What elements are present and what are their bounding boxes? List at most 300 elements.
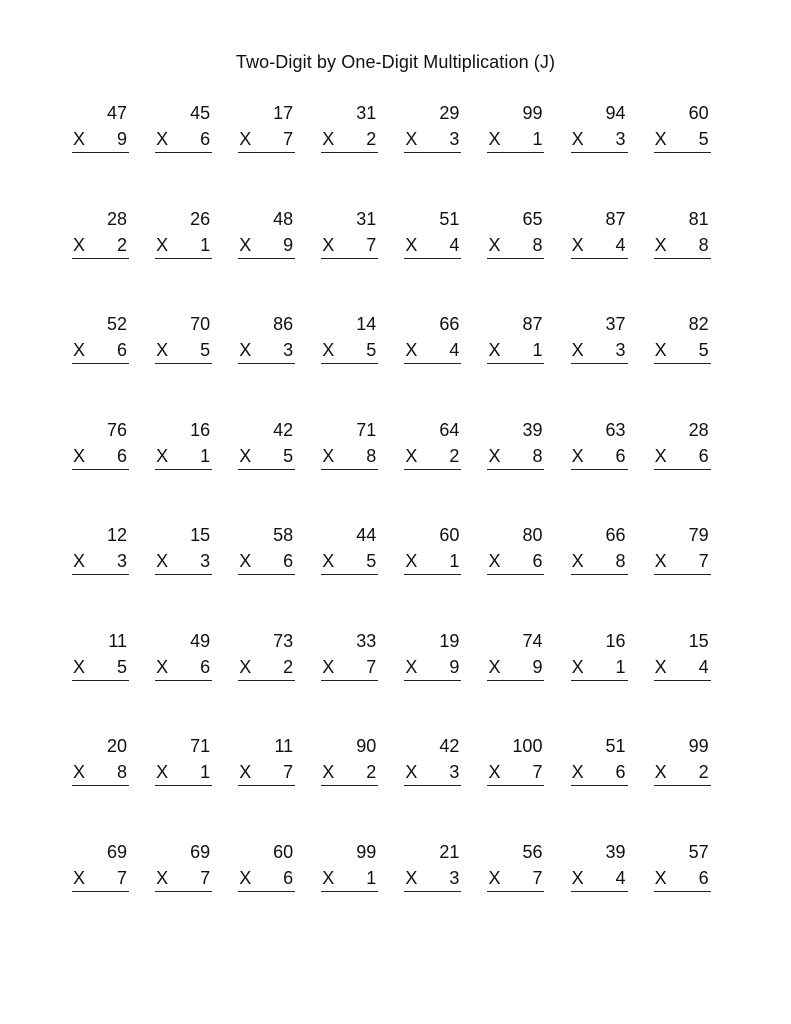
multiply-sign: X xyxy=(654,867,667,888)
multiply-sign: X xyxy=(654,445,667,466)
multiplier: 3 xyxy=(615,129,626,149)
multiply-sign: X xyxy=(488,867,501,888)
multiplier: 7 xyxy=(283,762,294,782)
multiplier: 3 xyxy=(200,551,211,571)
multiplier: 5 xyxy=(200,340,211,360)
multiplication-problem xyxy=(70,522,129,628)
multiplication-problem xyxy=(153,522,212,628)
answer-line xyxy=(487,785,544,786)
problem-row xyxy=(70,206,730,312)
multiply-sign: X xyxy=(322,234,335,255)
multiplicand: 42 xyxy=(439,736,460,756)
multiplier: 1 xyxy=(532,129,543,149)
multiplicand: 65 xyxy=(522,208,543,229)
multiplier: 6 xyxy=(698,445,709,466)
multiplicand: 87 xyxy=(605,208,626,229)
answer-line xyxy=(155,574,212,575)
multiplicand: 76 xyxy=(106,419,127,440)
multiplication-problem xyxy=(569,417,628,523)
multiply-sign: X xyxy=(405,656,418,677)
multiply-sign: X xyxy=(156,445,169,466)
answer-line xyxy=(571,785,628,786)
multiply-sign: X xyxy=(488,234,501,255)
answer-line xyxy=(404,891,461,892)
multiplicand: 33 xyxy=(356,630,377,651)
answer-line xyxy=(72,680,129,681)
multiply-sign: X xyxy=(322,445,335,466)
answer-line xyxy=(321,785,378,786)
multiplicand: 52 xyxy=(106,314,127,334)
answer-line xyxy=(238,469,295,470)
multiplier: 3 xyxy=(615,340,626,360)
multiplication-problem xyxy=(70,311,129,417)
multiplication-problem xyxy=(402,417,461,523)
multiplier: 6 xyxy=(615,445,626,466)
multiply-sign: X xyxy=(654,551,667,571)
multiply-sign: X xyxy=(405,551,418,571)
multiply-sign: X xyxy=(571,867,584,888)
multiplication-problem xyxy=(319,311,378,417)
multiply-sign: X xyxy=(571,762,584,782)
answer-line xyxy=(238,574,295,575)
answer-line xyxy=(321,574,378,575)
multiplicand: 66 xyxy=(605,525,626,545)
multiplication-problem xyxy=(652,522,711,628)
multiply-sign: X xyxy=(571,551,584,571)
multiplication-problem xyxy=(319,522,378,628)
multiplicand: 56 xyxy=(522,841,543,862)
answer-line xyxy=(571,363,628,364)
answer-line xyxy=(654,152,711,153)
problem-grid xyxy=(70,100,730,944)
multiplication-problem xyxy=(485,311,544,417)
multiplication-problem xyxy=(569,311,628,417)
multiply-sign: X xyxy=(239,340,252,360)
multiply-sign: X xyxy=(405,867,418,888)
multiply-sign: X xyxy=(571,656,584,677)
multiply-sign: X xyxy=(156,762,169,782)
multiplicand: 60 xyxy=(688,103,709,123)
multiplier: 7 xyxy=(532,867,543,888)
answer-line xyxy=(238,258,295,259)
multiplier: 3 xyxy=(449,762,460,782)
multiply-sign: X xyxy=(156,656,169,677)
answer-line xyxy=(238,363,295,364)
multiplier: 7 xyxy=(116,867,127,888)
multiplier: 6 xyxy=(615,762,626,782)
multiply-sign: X xyxy=(156,340,169,360)
answer-line xyxy=(72,152,129,153)
answer-line xyxy=(72,258,129,259)
multiplicand: 86 xyxy=(273,314,294,334)
multiplicand: 71 xyxy=(356,419,377,440)
multiplicand: 39 xyxy=(605,841,626,862)
multiplication-problem xyxy=(319,100,378,206)
multiply-sign: X xyxy=(322,129,335,149)
answer-line xyxy=(238,891,295,892)
multiplier: 6 xyxy=(283,867,294,888)
answer-line xyxy=(72,574,129,575)
answer-line xyxy=(72,363,129,364)
answer-line xyxy=(571,258,628,259)
multiplication-problem xyxy=(236,417,295,523)
multiply-sign: X xyxy=(488,656,501,677)
multiplicand: 79 xyxy=(688,525,709,545)
multiplicand: 37 xyxy=(605,314,626,334)
multiplicand: 31 xyxy=(356,208,377,229)
multiplication-problem xyxy=(153,206,212,312)
multiplier: 1 xyxy=(532,340,543,360)
answer-line xyxy=(487,891,544,892)
multiplicand: 99 xyxy=(688,736,709,756)
multiplication-problem xyxy=(70,628,129,734)
answer-line xyxy=(487,363,544,364)
problem-row xyxy=(70,417,730,523)
problem-row xyxy=(70,100,730,206)
multiply-sign: X xyxy=(405,129,418,149)
multiplier: 2 xyxy=(698,762,709,782)
multiplicand: 19 xyxy=(439,630,460,651)
multiplier: 7 xyxy=(366,234,377,255)
multiplier: 1 xyxy=(200,762,211,782)
multiply-sign: X xyxy=(156,129,169,149)
answer-line xyxy=(155,891,212,892)
multiplication-problem xyxy=(402,628,461,734)
multiplication-problem xyxy=(153,733,212,839)
answer-line xyxy=(654,363,711,364)
multiply-sign: X xyxy=(239,762,252,782)
multiplier: 8 xyxy=(532,234,543,255)
multiplication-problem xyxy=(569,100,628,206)
multiplication-problem xyxy=(236,206,295,312)
answer-line xyxy=(571,469,628,470)
multiplicand: 57 xyxy=(688,841,709,862)
multiply-sign: X xyxy=(654,340,667,360)
answer-line xyxy=(571,891,628,892)
multiplication-problem xyxy=(402,311,461,417)
multiplier: 5 xyxy=(698,129,709,149)
answer-line xyxy=(72,785,129,786)
multiplier: 2 xyxy=(283,656,294,677)
multiplication-problem xyxy=(485,522,544,628)
multiply-sign: X xyxy=(73,867,86,888)
multiply-sign: X xyxy=(239,867,252,888)
multiplicand: 48 xyxy=(273,208,294,229)
multiplication-problem xyxy=(402,522,461,628)
multiplication-problem xyxy=(236,628,295,734)
multiply-sign: X xyxy=(488,445,501,466)
multiplier: 8 xyxy=(532,445,543,466)
multiplier: 6 xyxy=(698,867,709,888)
multiplier: 8 xyxy=(366,445,377,466)
multiplicand: 51 xyxy=(439,208,460,229)
multiplier: 1 xyxy=(200,234,211,255)
multiplicand: 45 xyxy=(190,103,211,123)
multiplication-problem xyxy=(236,733,295,839)
multiplication-problem xyxy=(485,628,544,734)
multiplier: 2 xyxy=(366,129,377,149)
multiplication-problem xyxy=(319,206,378,312)
multiplication-problem xyxy=(569,839,628,945)
multiplicand: 14 xyxy=(356,314,377,334)
multiplier: 5 xyxy=(283,445,294,466)
multiply-sign: X xyxy=(322,551,335,571)
multiply-sign: X xyxy=(571,129,584,149)
multiplication-problem xyxy=(70,100,129,206)
answer-line xyxy=(487,680,544,681)
multiplication-problem xyxy=(652,733,711,839)
multiplication-problem xyxy=(153,311,212,417)
multiply-sign: X xyxy=(73,340,86,360)
multiplicand: 81 xyxy=(688,208,709,229)
multiply-sign: X xyxy=(488,129,501,149)
multiply-sign: X xyxy=(488,762,501,782)
multiplicand: 66 xyxy=(439,314,460,334)
multiplicand: 80 xyxy=(522,525,543,545)
multiplicand: 74 xyxy=(522,630,543,651)
multiplier: 8 xyxy=(116,762,127,782)
answer-line xyxy=(487,469,544,470)
multiplication-problem xyxy=(70,417,129,523)
multiplicand: 99 xyxy=(356,841,377,862)
answer-line xyxy=(404,680,461,681)
multiplicand: 47 xyxy=(106,103,127,123)
multiplication-problem xyxy=(319,417,378,523)
multiplier: 7 xyxy=(698,551,709,571)
multiplier: 7 xyxy=(532,762,543,782)
multiplication-problem xyxy=(402,733,461,839)
answer-line xyxy=(571,152,628,153)
multiply-sign: X xyxy=(156,551,169,571)
multiply-sign: X xyxy=(239,445,252,466)
multiply-sign: X xyxy=(654,129,667,149)
multiply-sign: X xyxy=(239,551,252,571)
multiplication-problem xyxy=(569,733,628,839)
multiply-sign: X xyxy=(73,234,86,255)
multiplicand: 70 xyxy=(190,314,211,334)
answer-line xyxy=(404,785,461,786)
multiply-sign: X xyxy=(73,656,86,677)
answer-line xyxy=(654,785,711,786)
multiplication-problem xyxy=(153,100,212,206)
multiplier: 5 xyxy=(366,551,377,571)
multiply-sign: X xyxy=(654,656,667,677)
answer-line xyxy=(321,258,378,259)
multiplier: 4 xyxy=(615,867,626,888)
multiplier: 7 xyxy=(200,867,211,888)
multiplication-problem xyxy=(236,311,295,417)
multiplier: 3 xyxy=(116,551,127,571)
multiplication-problem xyxy=(402,206,461,312)
multiply-sign: X xyxy=(322,656,335,677)
multiplication-problem xyxy=(319,628,378,734)
multiply-sign: X xyxy=(488,551,501,571)
multiplier: 2 xyxy=(449,445,460,466)
multiply-sign: X xyxy=(571,340,584,360)
answer-line xyxy=(487,574,544,575)
multiplier: 6 xyxy=(116,445,127,466)
multiplication-problem xyxy=(70,839,129,945)
multiplicand: 42 xyxy=(273,419,294,440)
multiplicand: 11 xyxy=(108,630,127,651)
answer-line xyxy=(654,891,711,892)
answer-line xyxy=(321,891,378,892)
multiply-sign: X xyxy=(239,234,252,255)
multiplier: 3 xyxy=(283,340,294,360)
multiplication-problem xyxy=(153,417,212,523)
multiply-sign: X xyxy=(654,762,667,782)
answer-line xyxy=(321,152,378,153)
multiply-sign: X xyxy=(73,129,86,149)
multiplier: 8 xyxy=(698,234,709,255)
multiply-sign: X xyxy=(405,340,418,360)
multiplicand: 15 xyxy=(190,525,211,545)
multiplier: 9 xyxy=(449,656,460,677)
multiplication-problem xyxy=(652,100,711,206)
multiplication-problem xyxy=(485,417,544,523)
multiplier: 4 xyxy=(449,340,460,360)
multiply-sign: X xyxy=(73,551,86,571)
problem-row xyxy=(70,733,730,839)
multiplicand: 15 xyxy=(688,630,709,651)
multiply-sign: X xyxy=(156,867,169,888)
multiplicand: 16 xyxy=(190,419,211,440)
multiplication-problem xyxy=(319,733,378,839)
multiply-sign: X xyxy=(488,340,501,360)
multiplicand: 69 xyxy=(106,841,127,862)
multiplicand: 44 xyxy=(356,525,377,545)
multiplication-problem xyxy=(485,733,544,839)
answer-line xyxy=(238,152,295,153)
multiplicand: 64 xyxy=(439,419,460,440)
multiplier: 2 xyxy=(116,234,127,255)
answer-line xyxy=(487,152,544,153)
multiplication-problem xyxy=(70,206,129,312)
multiplicand: 31 xyxy=(356,103,377,123)
multiplicand: 26 xyxy=(190,208,211,229)
multiplication-problem xyxy=(236,100,295,206)
multiply-sign: X xyxy=(322,867,335,888)
multiplicand: 58 xyxy=(273,525,294,545)
multiplicand: 12 xyxy=(106,525,127,545)
multiplier: 8 xyxy=(615,551,626,571)
answer-line xyxy=(571,680,628,681)
multiply-sign: X xyxy=(405,762,418,782)
multiplication-problem xyxy=(652,311,711,417)
multiplicand: 51 xyxy=(605,736,626,756)
multiplicand: 39 xyxy=(522,419,543,440)
multiplication-problem xyxy=(569,522,628,628)
multiplicand: 20 xyxy=(106,736,127,756)
multiplier: 6 xyxy=(200,129,211,149)
multiply-sign: X xyxy=(654,234,667,255)
answer-line xyxy=(238,680,295,681)
answer-line xyxy=(321,469,378,470)
answer-line xyxy=(404,469,461,470)
answer-line xyxy=(155,469,212,470)
answer-line xyxy=(321,680,378,681)
problem-row xyxy=(70,839,730,945)
problem-row xyxy=(70,522,730,628)
answer-line xyxy=(155,680,212,681)
multiplication-problem xyxy=(652,206,711,312)
multiplicand: 16 xyxy=(605,630,626,651)
multiplication-problem xyxy=(569,628,628,734)
answer-line xyxy=(654,469,711,470)
multiplicand: 71 xyxy=(190,736,211,756)
multiplication-problem xyxy=(402,839,461,945)
multiplicand: 94 xyxy=(605,103,626,123)
answer-line xyxy=(155,152,212,153)
multiply-sign: X xyxy=(322,762,335,782)
answer-line xyxy=(321,363,378,364)
multiplicand: 17 xyxy=(273,103,294,123)
multiplicand: 69 xyxy=(190,841,211,862)
multiplication-problem xyxy=(652,628,711,734)
multiplier: 9 xyxy=(532,656,543,677)
multiplicand: 100 xyxy=(512,736,543,756)
multiplier: 3 xyxy=(449,129,460,149)
multiplicand: 82 xyxy=(688,314,709,334)
multiplier: 1 xyxy=(200,445,211,466)
multiplication-problem xyxy=(652,417,711,523)
answer-line xyxy=(654,574,711,575)
answer-line xyxy=(155,258,212,259)
multiplicand: 73 xyxy=(273,630,294,651)
multiplicand: 21 xyxy=(439,841,460,862)
multiply-sign: X xyxy=(239,129,252,149)
problem-row xyxy=(70,628,730,734)
multiplier: 3 xyxy=(449,867,460,888)
answer-line xyxy=(238,785,295,786)
multiplication-problem xyxy=(70,733,129,839)
answer-line xyxy=(155,785,212,786)
multiplier: 1 xyxy=(449,551,460,571)
multiplier: 2 xyxy=(366,762,377,782)
multiplier: 6 xyxy=(283,551,294,571)
multiplication-problem xyxy=(153,839,212,945)
multiplier: 9 xyxy=(116,129,127,149)
multiplication-problem xyxy=(402,100,461,206)
multiplication-problem xyxy=(485,100,544,206)
multiplier: 9 xyxy=(283,234,294,255)
multiplicand: 99 xyxy=(522,103,543,123)
multiplicand: 49 xyxy=(190,630,211,651)
multiplication-problem xyxy=(319,839,378,945)
multiply-sign: X xyxy=(156,234,169,255)
multiplier: 5 xyxy=(116,656,127,677)
multiplier: 6 xyxy=(200,656,211,677)
multiplication-problem xyxy=(236,839,295,945)
multiplier: 4 xyxy=(449,234,460,255)
multiplicand: 28 xyxy=(688,419,709,440)
multiply-sign: X xyxy=(405,234,418,255)
multiplier: 5 xyxy=(366,340,377,360)
multiplication-problem xyxy=(485,839,544,945)
multiplicand: 60 xyxy=(273,841,294,862)
answer-line xyxy=(72,891,129,892)
multiplicand: 11 xyxy=(274,736,294,756)
multiplication-problem xyxy=(485,206,544,312)
multiplier: 6 xyxy=(532,551,543,571)
multiplication-problem xyxy=(236,522,295,628)
answer-line xyxy=(404,258,461,259)
multiply-sign: X xyxy=(405,445,418,466)
answer-line xyxy=(487,258,544,259)
multiply-sign: X xyxy=(73,445,86,466)
answer-line xyxy=(654,680,711,681)
multiplication-problem xyxy=(153,628,212,734)
